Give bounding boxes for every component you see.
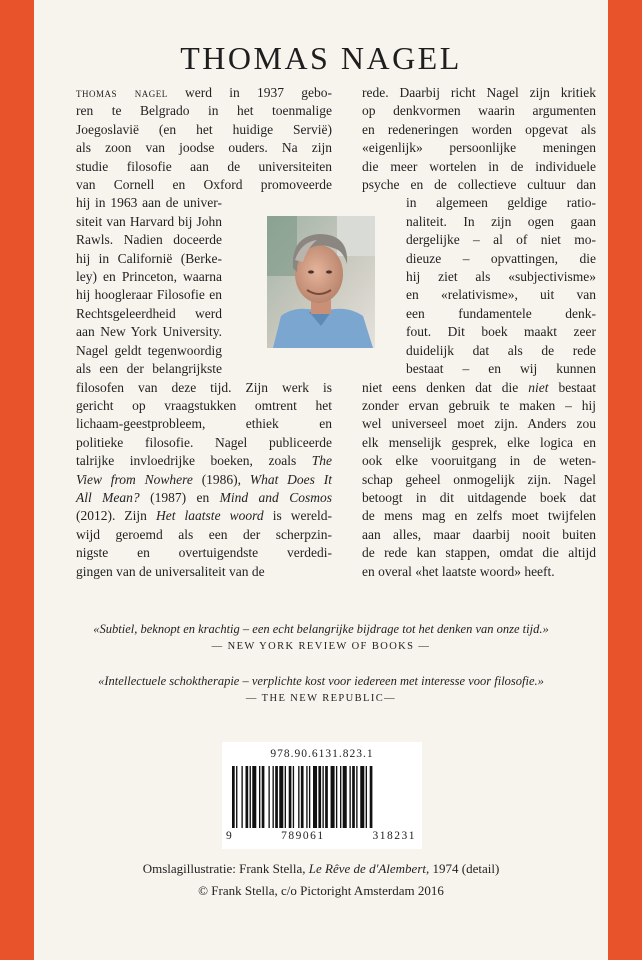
barcode-bar [262,766,265,828]
biography-column: thomas nagel werd in 1937 gebo- ren te Belgrado in het toenmalige Joegoslavië (en het huidige Servië) als zoon van joodse ouders. Na zijn studie filosofie aan de universiteiten van Cornell en Oxford promoveerde hij in 1963 aan de univer- siteit van Harvard bij John Rawls. Nadien doceerde hij in Californië (Berke- ley) en Princeton, waarna hij hoogleraar Filosofie en Rechtsgeleerdheid werd aan New York University. Nagel geldt tegenwoordig als een der belangrijkste filosofen van deze tijd. Zijn werk is gericht op vraagstukken omtrent het lichaam-geestprobleem, ethiek en politieke filosofie. Nagel publiceerde talrijke invloedrijke boeken, zoals The View from Nowhere (1986), What Does It All Mean? (1987) en Mind and Cosmos (2012). Zijn Het laatste woord is wereld- wijd geroemd als een der scherpzin- nigste en overtuigendste verdedi- gingen van de universaliteit van de [76,85,333,579]
barcode-bar [285,766,286,828]
barcode-bar [279,766,283,828]
book-title: What Does It [249,471,332,487]
barcode-bar [246,766,249,828]
review-quotes [34,622,608,704]
barcode-bars [232,766,414,828]
barcode-bar [360,766,364,828]
barcode-bar [301,766,304,828]
description-column: rede. Daarbij richt Nagel zijn kritiek op denkvormen waarin argumenten en redeneringen worden opgevat als «eigenlijk» persoonlijke meningen die meer wortelen in de individuele psyche en de collectieve cultuur dan in algemeen geldige ratio- naliteit. In zijn ogen gaan dergelijke – al of niet mo- dieuze – opvattingen, die hij ziet als «subjectivisme» en «relativisme», uit van een fundamentele denk- fout. Dit boek maakt zeer duidelijk dat als de rede bestaat – en wij kunnen niet eens denken dat die niet bestaat zonder ervan gebruik te maken – hij wel universeel moet zijn. Anders zou elk menselijk gesprek, elke logica en ook elke vooruitgang in de weten- schap geheel onmogelijk zijn. Nagel betoogt in dit uitdagende boek dat de mens mag en zelfs moet twijfelen aan alles, maar daarbij nooit buiten de rede kan stappen, omdat die altijd en overal «het laatste woord» heeft. [362,85,597,579]
barcode-bar [241,766,242,828]
book-title: All Mean? [76,489,140,505]
barcode-bar [343,766,347,828]
barcode-bar [275,766,278,828]
barcode-bar [273,766,274,828]
barcode-bar [322,766,323,828]
barcode-bar [356,766,357,828]
barcode-bar [370,766,373,828]
barcode-bar [268,766,269,828]
barcode-bar [352,766,355,828]
barcode-bar [331,766,335,828]
barcode-bar [340,766,341,828]
barcode-bar [349,766,350,828]
barcode-bar [250,766,251,828]
quote-source: — THE NEW REPUBLIC— [245,693,397,704]
barcode-bar [336,766,337,828]
barcode-bar [313,766,317,828]
book-title: View from Nowhere [76,471,193,487]
cover-credits: Omslagillustratie: Frank Stella, Le Rêve de d'Alembert, 1974 (detail) © Frank Stella, c/o Pictoright Amsterdam 2016 [142,861,500,898]
isbn-number: 978.90.6131.823.1 [270,748,374,760]
barcode [222,742,422,849]
barcode-bar [232,766,235,828]
quote-text: «Subtiel, beknopt en krachtig – een echt belangrijke bijdrage tot het denken van onze tijd.» [93,622,549,636]
back-cover [34,0,608,960]
book-title: Mind and Cosmos [219,489,332,505]
barcode-bar [318,766,321,828]
book-title: Het laatste woord [156,508,264,524]
barcode-bar [293,766,294,828]
author-title: THOMAS NAGEL [180,40,462,76]
barcode-bar [366,766,367,828]
barcode-bar [306,766,307,828]
barcode-digits: 9 789061 318231 [226,830,416,842]
barcode-bar [289,766,292,828]
barcode-bar [252,766,256,828]
barcode-bar [259,766,260,828]
barcode-bar [236,766,237,828]
barcode-bar [325,766,328,828]
quote-text: «Intellectuele schoktherapie – verplichte kost voor iedereen met interesse voor filosofie.» [98,674,544,688]
barcode-bar [298,766,299,828]
author-name-lead: thomas nagel [76,85,168,100]
barcode-bar [309,766,310,828]
quote-source: — NEW YORK REVIEW OF BOOKS — [211,641,431,652]
author-photo [267,216,375,348]
